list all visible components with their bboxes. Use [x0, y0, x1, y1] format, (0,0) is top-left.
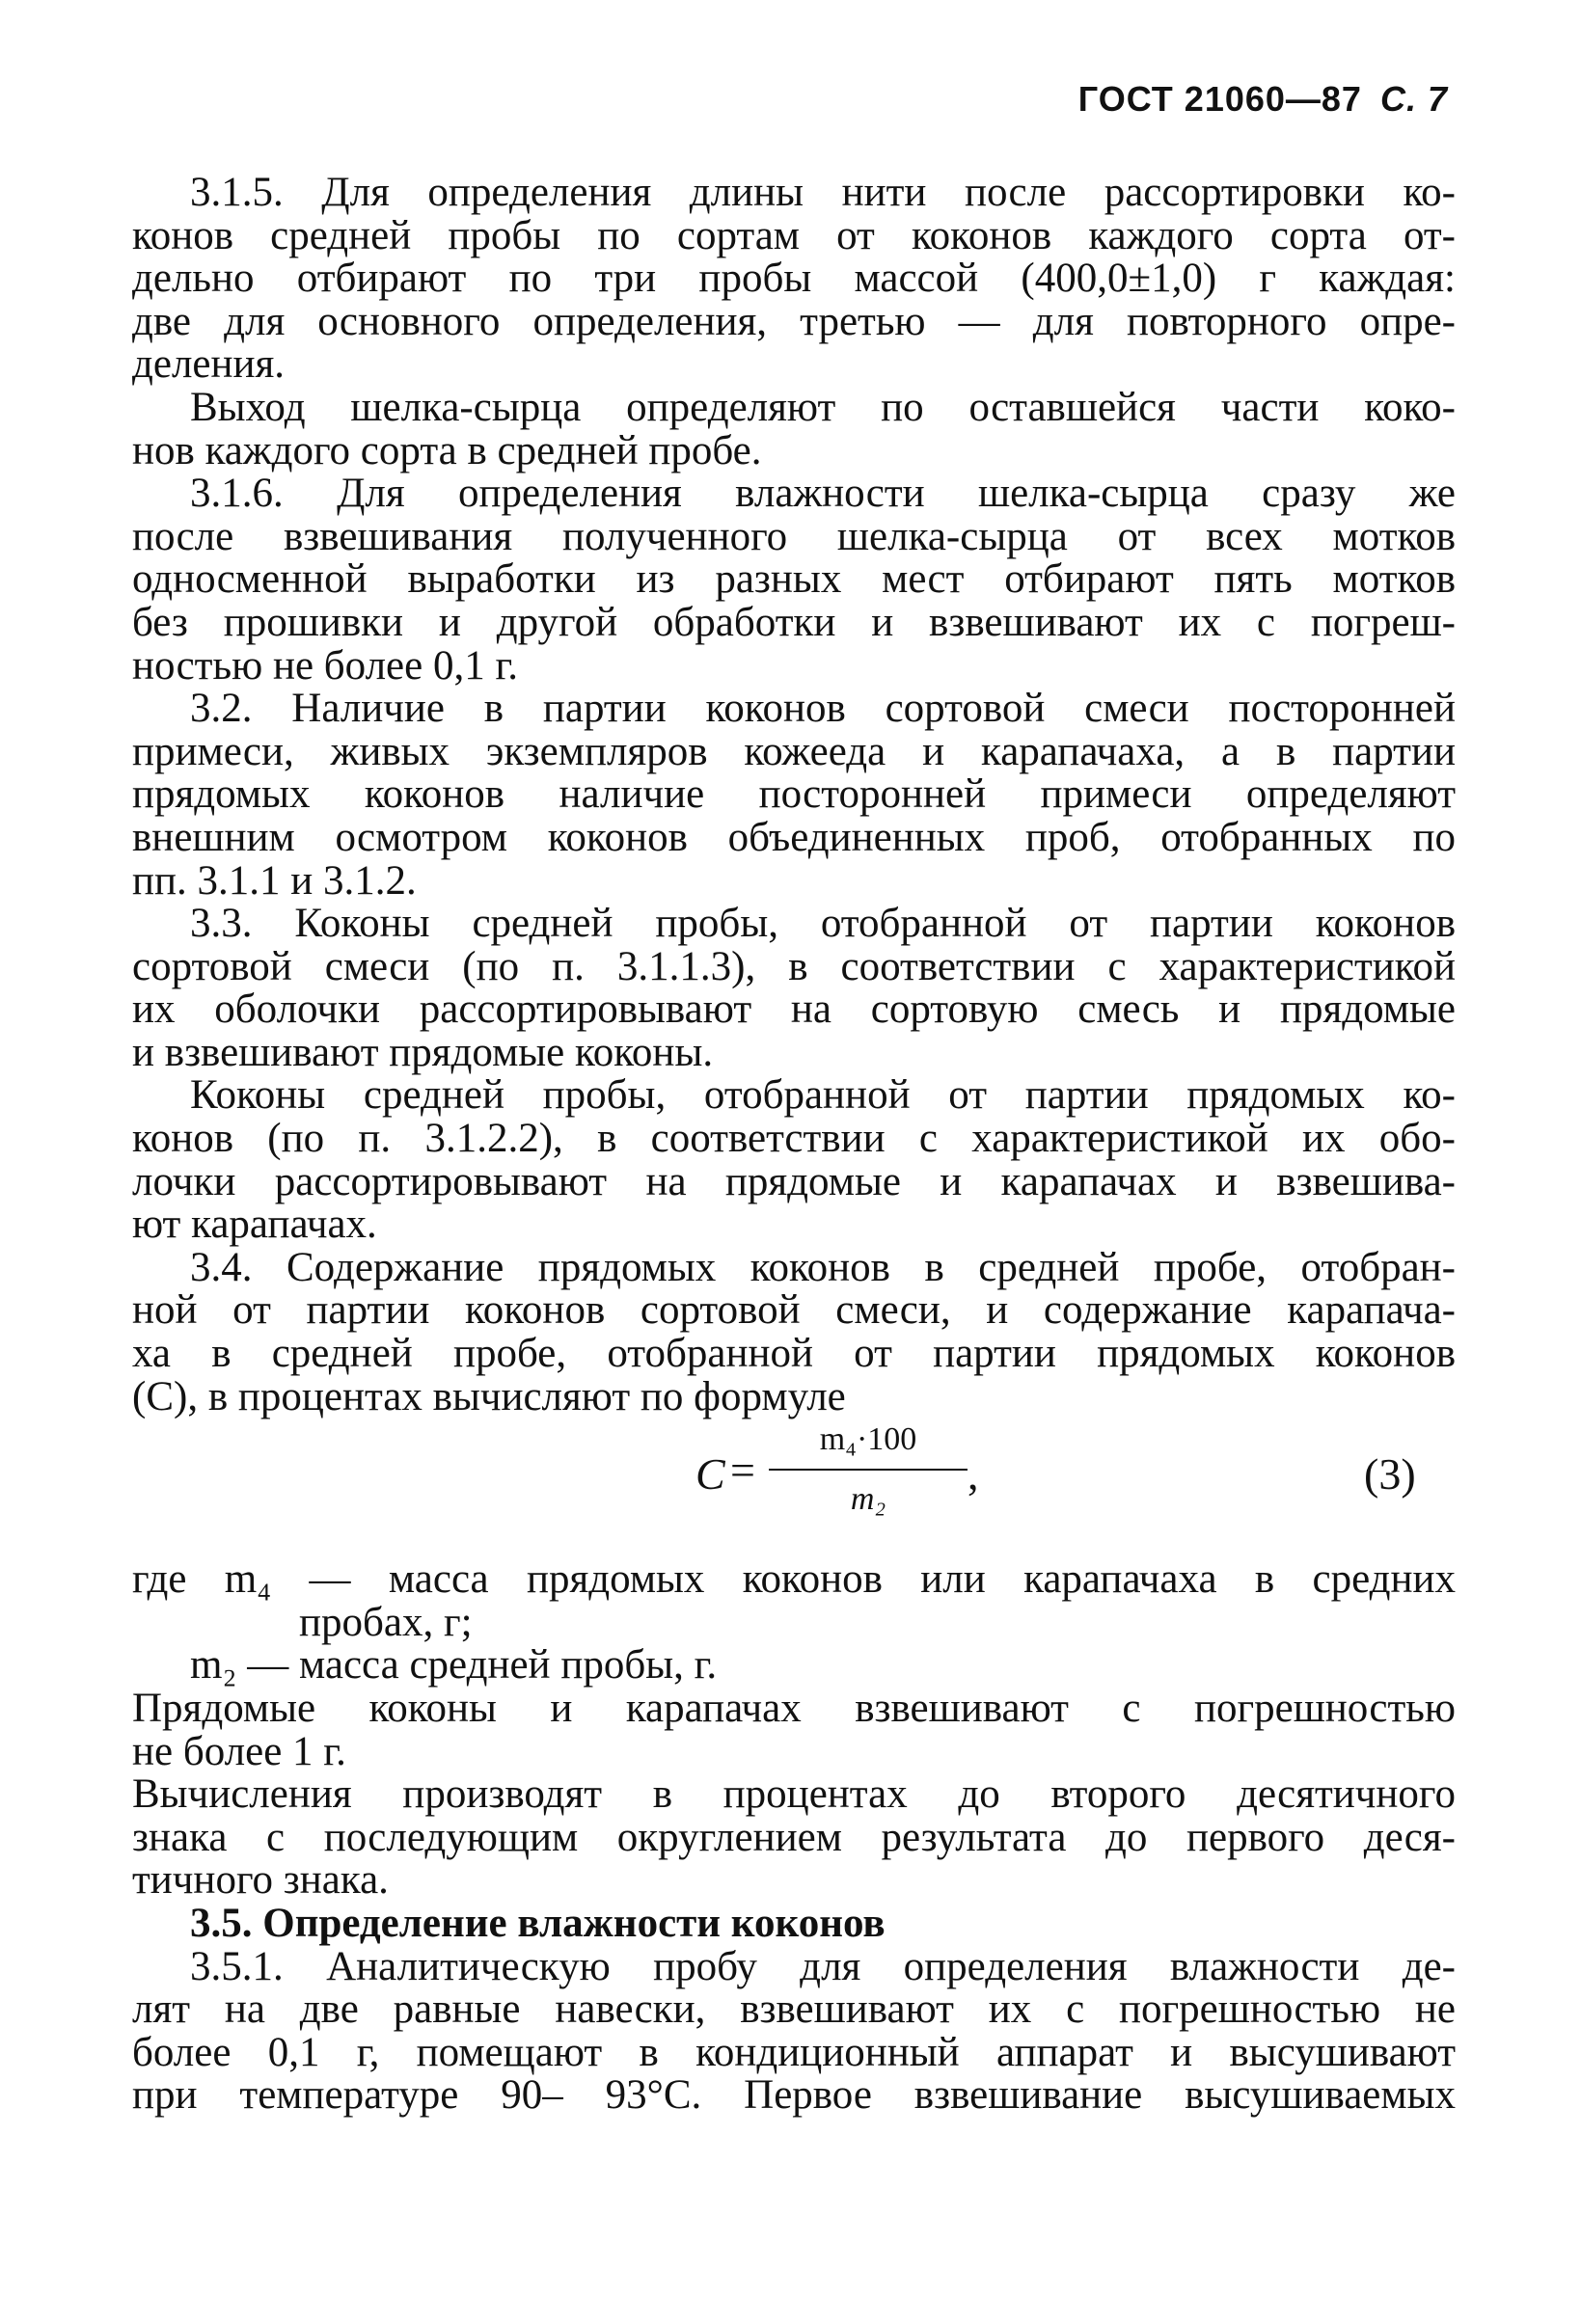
text-line: тичного знака.	[132, 1857, 389, 1904]
text-line: лочки рассортировывают на прядомые и карапачах и взвешива-	[132, 1158, 1456, 1204]
text-line: дельно отбирают по три пробы массой (400,0±1,0) г каждая:	[132, 256, 1456, 302]
formula-number: (3)	[1364, 1449, 1416, 1500]
section-heading: 3.5. Определение влажности коконов	[190, 1900, 886, 1946]
text-line: 3.4. Содержание прядомых коконов в средней пробе, отобран-	[190, 1244, 1456, 1290]
paragraph-3-3	[132, 903, 1456, 1074]
formula-legend	[132, 1558, 1456, 1688]
text-line: ностью не более 0,1 г.	[132, 642, 519, 689]
formula-3	[132, 1419, 1456, 1558]
text-line: нов каждого сорта в средней пробе.	[132, 427, 762, 473]
text-line: 3.1.5. Для определения длины нити после рассортировки ко-	[190, 170, 1456, 215]
formula-equals: =	[730, 1446, 755, 1496]
text-line: ной от партии коконов сортовой смеси, и содержание карапача-	[132, 1287, 1456, 1334]
paragraph-calculation	[132, 1773, 1456, 1903]
text-line: при температуре 90– 93°С. Первое взвешивание высушиваемых	[132, 2072, 1456, 2119]
formula-comma: ,	[968, 1449, 979, 1500]
legend-line: пробах, г;	[299, 1599, 473, 1645]
text-line: Выход шелка-сырца определяют по оставшейся части коко-	[190, 384, 1456, 430]
paragraph-silk-output	[132, 384, 1456, 473]
text-line: 3.5.1. Аналитическую пробу для определения влажности де-	[190, 1943, 1456, 1989]
formula-denominator: m₂	[850, 1481, 886, 1518]
text-line: их оболочки рассортировывают на сортовую смесь и прядомые	[132, 986, 1456, 1033]
text-line: внешним осмотром коконов объединенных проб, отобранных по	[132, 814, 1456, 860]
page-header	[1078, 79, 1448, 120]
formula-numerator: m₄·100	[819, 1421, 917, 1458]
text-line: Коконы средней пробы, отобранной от партии прядомых ко-	[190, 1072, 1456, 1119]
paragraph-carapachakh	[132, 1074, 1456, 1246]
text-line: односменной выработки из разных мест отбирают пять мотков	[132, 556, 1456, 603]
text-line: Вычисления производят в процентах до второго десятичного	[132, 1771, 1456, 1818]
text-line: 3.1.6. Для определения влажности шелка-сырца сразу же	[190, 471, 1456, 517]
text-line: конов средней пробы по сортам от коконов каждого сорта от-	[132, 212, 1456, 258]
text-line: ха в средней пробе, отобранной от партии прядомых коконов	[132, 1331, 1456, 1377]
text-line: прядомых коконов наличие посторонней примеси определяют	[132, 771, 1456, 818]
text-line: Прядомые коконы и карапачах взвешивают с погрешностью	[132, 1686, 1456, 1731]
paragraph-3-1-5	[132, 172, 1456, 387]
text-line: деления.	[132, 341, 286, 388]
paragraph-3-2	[132, 688, 1456, 903]
text-line: примеси, живых экземпляров кожееда и карапачаха, а в партии	[132, 728, 1456, 774]
text-line: (C), в процентах вычисляют по формуле	[132, 1373, 846, 1419]
paragraph-weighing	[132, 1688, 1456, 1773]
paragraph-3-4	[132, 1244, 1456, 1419]
text-line: знака с последующим округлением результата до первого деся-	[132, 1814, 1456, 1860]
text-line: конов (по п. 3.1.2.2), в соответствии с характеристикой их обо-	[132, 1116, 1456, 1162]
text-line: сортовой смеси (по п. 3.1.1.3), в соответствии с характеристикой	[132, 943, 1456, 989]
text-line: ют карапачах.	[132, 1202, 377, 1248]
page-number: С. 7	[1379, 79, 1448, 119]
text-line: и взвешивают прядомые коконы.	[132, 1029, 714, 1075]
paragraph-3-1-6	[132, 473, 1456, 688]
text-line: лят на две равные навески, взвешивают их с погрешностью не	[132, 1986, 1456, 2033]
text-line: 3.3. Коконы средней пробы, отобранной от партии коконов	[190, 901, 1456, 947]
text-line: пп. 3.1.1 и 3.1.2.	[132, 857, 417, 904]
document-body	[132, 172, 1456, 2118]
text-line: более 0,1 г, помещают в кондиционный аппарат и высушивают	[132, 2029, 1456, 2075]
paragraph-3-5-1	[132, 1943, 1456, 2119]
legend-line: где m₄ — масса прядомых коконов или карапачаха в средних	[132, 1556, 1456, 1603]
text-line: 3.2. Наличие в партии коконов сортовой смеси посторонней	[190, 686, 1456, 732]
text-line: две для основного определения, третью — для повторного опре-	[132, 298, 1456, 344]
legend-line: m₂ — масса средней пробы, г.	[190, 1642, 718, 1689]
standard-number: ГОСТ 21060—87	[1077, 79, 1362, 119]
text-line: не более 1 г.	[132, 1728, 346, 1774]
text-line: после взвешивания полученного шелка-сырца от всех мотков	[132, 513, 1456, 559]
text-line: без прошивки и другой обработки и взвешивают их с погреш-	[132, 599, 1456, 645]
formula-lhs: C	[695, 1449, 725, 1500]
fraction-bar	[769, 1469, 968, 1471]
